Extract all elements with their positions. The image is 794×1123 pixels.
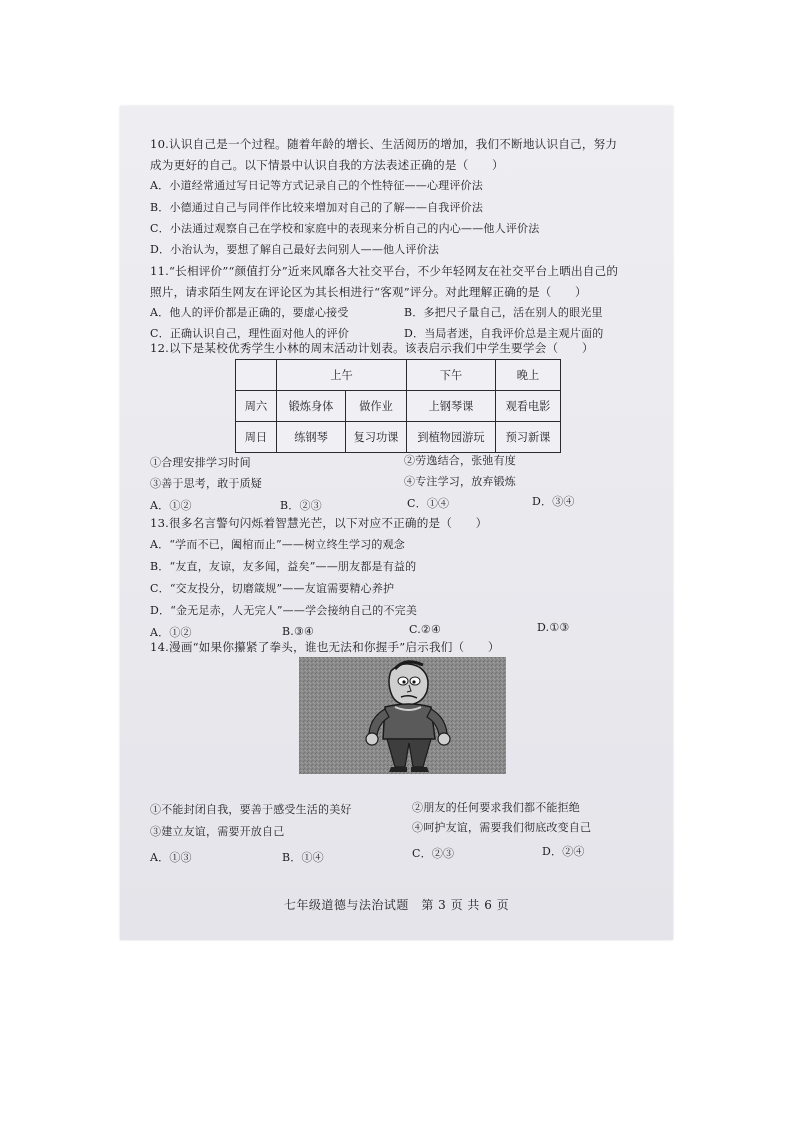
q12-statement-3: ③善于思考，敢于质疑 xyxy=(150,477,262,490)
table-cell: 观看电影 xyxy=(496,391,561,422)
q12-choice-d: D．③④ xyxy=(532,495,575,508)
q13-choice-d: D.①③ xyxy=(537,621,570,634)
q12-stem: 12.以下是某校优秀学生小林的周末活动计划表。该表启示我们中学生要学会（ ） xyxy=(150,341,594,355)
q10-option-d: D．小治认为，要想了解自己最好去问别人——他人评价法 xyxy=(150,243,440,256)
q10-option-a: A．小道经常通过写日记等方式记录自己的个性特征——心理评价法 xyxy=(150,179,483,192)
table-cell: 上钢琴课 xyxy=(407,391,496,422)
q12-statement-4: ④专注学习，放弃锻炼 xyxy=(404,475,516,488)
table-cell: 预习新课 xyxy=(496,422,561,453)
table-header-row xyxy=(236,360,561,391)
q14-statement-4: ④呵护友谊，需要我们彻底改变自己 xyxy=(412,821,592,834)
table-cell: 周日 xyxy=(236,422,277,453)
q13-option-d: D．“金无足赤，人无完人”——学会接纳自己的不完美 xyxy=(150,604,418,617)
q12-statement-1: ①合理安排学习时间 xyxy=(150,456,251,469)
q11-option-d: D．当局者迷，自我评价总是主观片面的 xyxy=(404,327,604,340)
table-header-evening: 晚上 xyxy=(496,360,561,391)
exam-page xyxy=(120,106,673,940)
q12-choice-a: A．①② xyxy=(150,499,192,512)
q13-option-a: A．“学而不已，阖棺而止”——树立终生学习的观念 xyxy=(150,538,405,551)
q12-choice-c: C．①④ xyxy=(407,497,450,510)
table-header-morning: 上午 xyxy=(277,360,407,391)
table-cell: 到植物园游玩 xyxy=(407,422,496,453)
q12-statement-2: ②劳逸结合，张弛有度 xyxy=(404,454,516,467)
q11-option-b: B．多把尺子量自己，活在别人的眼光里 xyxy=(404,306,603,319)
q13-option-c: C．“交友投分，切磨箴规”——友谊需要精心养护 xyxy=(150,582,395,595)
table-cell: 练钢琴 xyxy=(277,422,346,453)
q14-stem: 14.漫画“如果你攥紧了拳头，谁也无法和你握手”启示我们（ ） xyxy=(150,640,500,654)
cartoon-image xyxy=(299,657,506,774)
q14-statement-1: ①不能封闭自我，要善于感受生活的美好 xyxy=(150,803,352,816)
table-row xyxy=(236,422,561,453)
q14-choice-d: D．②④ xyxy=(542,845,585,858)
table-cell: 锻炼身体 xyxy=(277,391,346,422)
q13-choice-b: B.③④ xyxy=(282,625,315,638)
q11-stem-line-2: 照片，请求陌生网友在评论区为其长相进行“客观”评分。对此理解正确的是（ ） xyxy=(150,285,587,299)
q13-choice-a: A．①② xyxy=(150,626,192,639)
q10-option-c: C．小法通过观察自己在学校和家庭中的表现来分析自己的内心——他人评价法 xyxy=(150,222,540,235)
q13-stem: 13.很多名言警句闪烁着智慧光芒，以下对应不正确的是（ ） xyxy=(150,516,488,530)
q14-choice-c: C．②③ xyxy=(412,847,455,860)
table-cell: 周六 xyxy=(236,391,277,422)
table-cell: 复习功课 xyxy=(346,422,407,453)
weekend-plan-table xyxy=(235,359,561,453)
q14-choice-a: A．①③ xyxy=(150,851,192,864)
q13-option-b: B．“友直，友谅，友多闻，益矣”——朋友都是有益的 xyxy=(150,560,417,573)
q10-stem-line-1: 10.认识自己是一个过程。随着年龄的增长、生活阅历的增加，我们不断地认识自己，努力 xyxy=(150,137,618,151)
table-header-afternoon: 下午 xyxy=(407,360,496,391)
q11-stem-line-1: 11.“长相评价”“颜值打分”近来风靡各大社交平台，不少年轻网友在社交平台上晒出自己的 xyxy=(150,264,619,278)
q14-choice-b: B．①④ xyxy=(282,851,324,864)
page-footer: 七年级道德与法治试题 第 3 页 共 6 页 xyxy=(283,898,510,912)
q13-choice-c: C.②④ xyxy=(409,623,442,636)
table-row xyxy=(236,391,561,422)
q14-statement-2: ②朋友的任何要求我们都不能拒绝 xyxy=(412,801,580,814)
q11-option-c: C．正确认识自己，理性面对他人的评价 xyxy=(150,327,350,340)
table-cell: 做作业 xyxy=(346,391,407,422)
q10-option-b: B．小德通过自己与同伴作比较来增加对自己的了解——自我评价法 xyxy=(150,201,484,214)
q10-stem-line-2: 成为更好的自己。以下情景中认识自我的方法表述正确的是（ ） xyxy=(150,158,504,172)
q14-statement-3: ③建立友谊，需要开放自己 xyxy=(150,825,285,838)
q11-option-a: A．他人的评价都是正确的，要虚心接受 xyxy=(150,306,349,319)
q12-choice-b: B．②③ xyxy=(280,499,322,512)
clenched-fists-figure-icon xyxy=(299,657,506,774)
table-header-corner xyxy=(236,360,277,391)
